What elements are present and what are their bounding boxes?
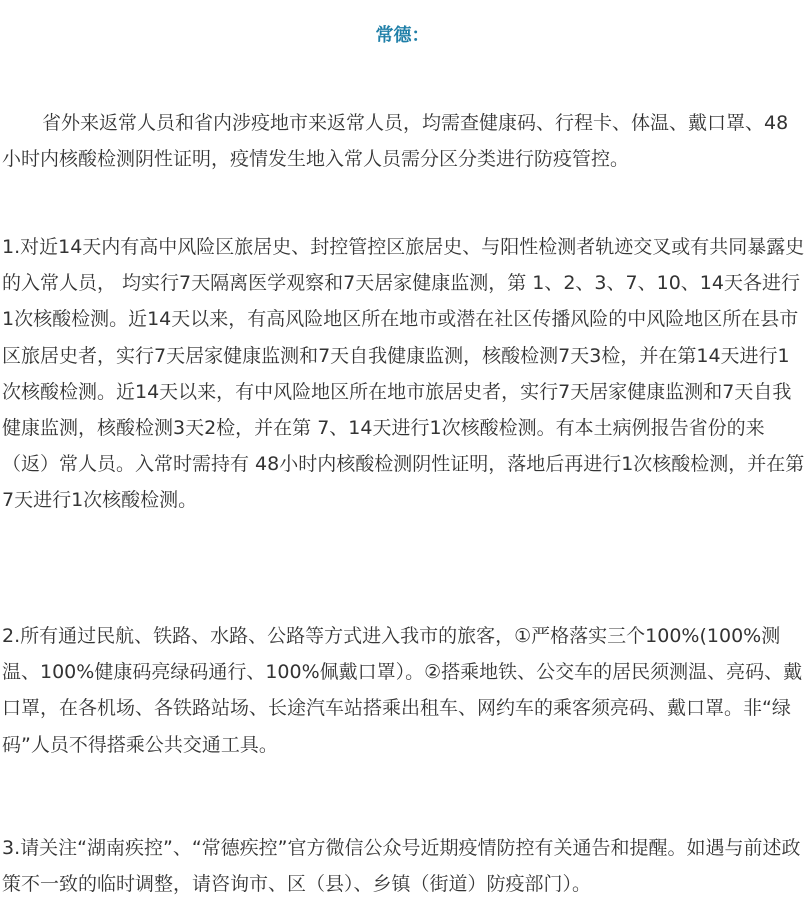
rule-paragraph-2: 2.所有通过民航、铁路、水路、公路等方式进入我市的旅客，①严格落实三个100%(100%测温、100%健康码亮绿码通行、100%佩戴口罩）。②搭乘地铁、公交车的居民须测温、亮码、戴口罩，在各机场、各铁路站场、长途汽车站搭乘出租车、网约车的乘客须亮码、戴口罩。非“绿码”人员不得搭乘公共交通工具。 <box>2 625 803 756</box>
section-title: 常德： <box>375 25 430 46</box>
rule-paragraph-1: 1.对近14天内有高中风险区旅居史、封控管控区旅居史、与阳性检测者轨迹交叉或有共同暴露史的入常人员， 均实行7天隔离医学观察和7天居家健康监测，第 1、2、3、7、10、14天各进行1次核酸检测。近14天以来，有高风险地区所在地市或潜在社区传播风险的中风险地区所在县市区旅居史者，实行7天居家健康监测和7天自我健康监测，核酸检测7天3检，并在第14天进行1次核酸检测。近14天以来，有中风险地区所在地市旅居史者，实行7天居家健康监测和7天自我健康监测，核酸检测3天2检，并在第 7、14天进行1次核酸检测。有本土病例报告省份的来（返）常人员。入常时需持有 48小时内核酸检测阴性证明，落地后再进行1次核酸检测，并在第7天进行1次核酸检测。 <box>2 236 805 512</box>
intro-paragraph: 省外来返常人员和省内涉疫地市来返常人员，均需查健康码、行程卡、体温、戴口罩、48小时内核酸检测阴性证明，疫情发生地入常人员需分区分类进行防疫管控。 <box>2 112 789 171</box>
rule-paragraph-3: 3.请关注“湖南疾控”、“常德疾控”官方微信公众号近期疫情防控有关通告和提醒。如遇与前述政策不一致的临时调整，请咨询市、区（县）、乡镇（街道）防疫部门）。 <box>2 837 801 896</box>
